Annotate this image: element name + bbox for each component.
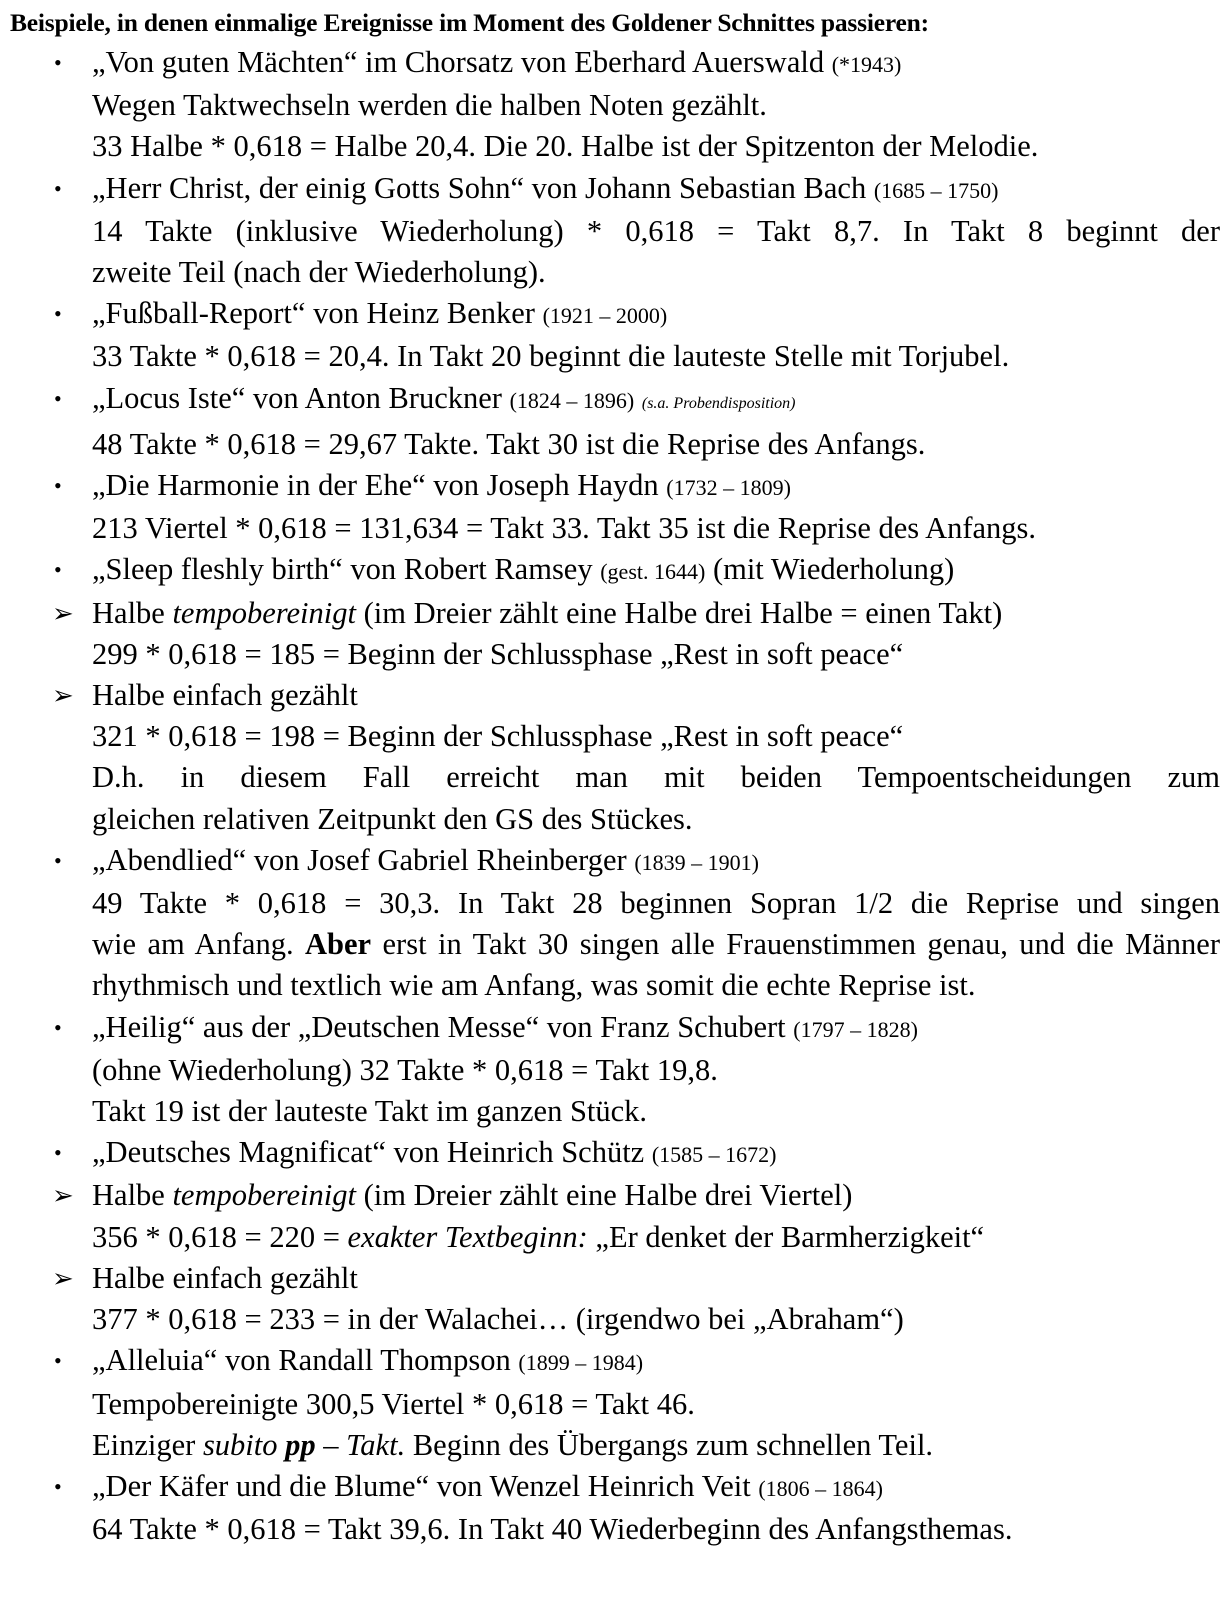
list-item	[10, 1340, 1220, 1466]
item-text: D.h. in diesem Fall erreicht man mit beiden Tempoentscheidungen zum	[92, 760, 1220, 795]
item-dates: (1921 – 2000)	[542, 303, 668, 329]
item-title: „Heilig“ aus der „Deutschen Messe“ von Franz Schubert	[92, 1009, 786, 1044]
document-heading: Beispiele, in denen einmalige Ereignisse im Moment des Goldener Schnittes passieren:	[10, 8, 929, 37]
item-title: „Von guten Mächten“ im Chorsatz von Eberhard Auerswald	[92, 45, 825, 79]
item-title-line	[92, 293, 1220, 336]
list-item	[10, 42, 1220, 168]
arrow-bullet-icon: ➢	[52, 598, 74, 628]
sub-item-label: Halbe	[92, 595, 173, 630]
item-dates: (1806 – 1864)	[758, 1475, 883, 1501]
item-title-line	[92, 378, 1220, 424]
item-dates: (1585 – 1672)	[651, 1142, 777, 1168]
item-text: 33 Takte * 0,618 = 20,4. In Takt 20 beginnt die lauteste Stelle mit Torjubel.	[92, 339, 1010, 374]
item-text: 33 Halbe * 0,618 = Halbe 20,4. Die 20. Halbe ist der Spitzenton der Melodie.	[92, 129, 1039, 164]
italic-text: – Takt.	[315, 1427, 406, 1462]
text-run: wie am Anfang.	[92, 927, 305, 962]
list-item	[10, 1466, 1220, 1550]
item-title-line	[92, 1340, 1220, 1383]
item-dates: (1899 – 1984)	[518, 1350, 644, 1376]
item-title: „Deutsches Magnificat“ von Heinrich Schütz	[92, 1135, 645, 1170]
item-title: „Herr Christ, der einig Gotts Sohn“ von Johann Sebastian Bach	[92, 170, 867, 205]
bold-text: Aber	[305, 927, 372, 962]
item-dates: (1732 – 1809)	[666, 475, 791, 501]
example-list	[10, 42, 1220, 1550]
item-rich-text	[92, 924, 1220, 1006]
list-item	[10, 378, 1220, 465]
item-title-suffix: (mit Wiederholung)	[712, 552, 955, 587]
item-note: (s.a. Probendisposition)	[641, 394, 796, 412]
item-dates: (gest. 1644)	[600, 559, 706, 585]
italic-text: exakter Textbeginn:	[347, 1219, 588, 1254]
item-text: Wegen Taktwechseln werden die halben Noten gezählt.	[92, 88, 767, 123]
item-dates: (1839 – 1901)	[634, 849, 759, 875]
item-dates: (*1943)	[831, 52, 902, 77]
sub-item-emphasis: tempobereinigt	[172, 1178, 356, 1213]
item-title: „Alleluia“ von Randall Thompson	[92, 1343, 511, 1378]
item-title: „Abendlied“ von Josef Gabriel Rheinberger	[92, 842, 627, 877]
list-item	[10, 1132, 1220, 1340]
item-title-line	[92, 549, 1220, 592]
item-text: (ohne Wiederholung) 32 Takte * 0,618 = Takt 19,8.	[92, 1052, 718, 1087]
sub-item-calc: 321 * 0,618 = 198 = Beginn der Schlussphase „Rest in soft peace“	[92, 719, 904, 754]
item-title: „Locus Iste“ von Anton Bruckner	[92, 380, 502, 415]
bullet-icon: •	[54, 1473, 62, 1499]
arrow-bullet-icon: ➢	[52, 1181, 74, 1211]
item-text: 48 Takte * 0,618 = 29,67 Takte. Takt 30 ist die Reprise des Anfangs.	[92, 426, 926, 461]
item-title-line	[92, 1466, 1220, 1509]
item-dates: (1824 – 1896)	[509, 387, 635, 413]
sub-item	[10, 675, 1220, 716]
sub-item-label: Halbe	[92, 1178, 173, 1213]
sub-item-calc	[10, 1217, 1220, 1258]
arrow-bullet-icon: ➢	[52, 681, 74, 711]
item-text: gleichen relativen Zeitpunkt den GS des Stückes.	[92, 801, 693, 836]
sub-item-emphasis: tempobereinigt	[172, 595, 356, 630]
item-title-line	[92, 840, 1220, 883]
list-item	[10, 293, 1220, 377]
italic-text: subito	[202, 1427, 286, 1462]
bullet-icon: •	[54, 50, 62, 75]
item-title-line	[92, 168, 1220, 211]
bullet-icon: •	[54, 301, 62, 327]
bullet-icon: •	[54, 1348, 62, 1374]
list-item	[10, 168, 1220, 294]
item-title: „Sleep fleshly birth“ von Robert Ramsey	[92, 552, 593, 587]
item-dates: (1685 – 1750)	[873, 177, 999, 203]
sub-item-text: (im Dreier zählt eine Halbe drei Viertel)	[355, 1178, 853, 1213]
item-title-line	[92, 465, 1220, 508]
text-run: 356 * 0,618 = 220 =	[92, 1219, 348, 1254]
sub-item-calc: 299 * 0,618 = 185 = Beginn der Schlussphase „Rest in soft peace“	[92, 636, 904, 671]
bullet-icon: •	[54, 175, 62, 201]
item-dates: (1797 – 1828)	[793, 1016, 918, 1042]
sub-item	[10, 593, 1220, 634]
sub-item-label: Halbe einfach gezählt	[92, 1260, 358, 1295]
item-title: „Der Käfer und die Blume“ von Wenzel Heinrich Veit	[92, 1468, 751, 1503]
text-run: Einziger	[92, 1427, 203, 1462]
item-text: 64 Takte * 0,618 = Takt 39,6. In Takt 40 Wiederbeginn des Anfangsthemas.	[92, 1512, 1013, 1547]
item-text: 49 Takte * 0,618 = 30,3. In Takt 28 beginnen Sopran 1/2 die Reprise und singen	[92, 886, 1220, 921]
dynamic-marking: pp	[285, 1427, 316, 1462]
sub-item	[10, 1258, 1220, 1299]
item-text: Takt 19 ist der lauteste Takt im ganzen Stück.	[92, 1094, 648, 1129]
text-run: Beginn des Übergangs zum schnellen Teil.	[405, 1427, 934, 1462]
bullet-icon: •	[54, 1140, 62, 1166]
item-text: 213 Viertel * 0,618 = 131,634 = Takt 33. Takt 35 ist die Reprise des Anfangs.	[92, 511, 1037, 546]
sub-item	[10, 1175, 1220, 1216]
bullet-icon: •	[54, 473, 62, 499]
arrow-bullet-icon: ➢	[52, 1263, 74, 1293]
sub-item-calc: 377 * 0,618 = 233 = in der Walachei… (irgendwo bei „Abraham“)	[92, 1302, 904, 1337]
item-title-line	[92, 1007, 1220, 1050]
item-title: „Fußball-Report“ von Heinz Benker	[92, 296, 535, 331]
bullet-icon: •	[54, 557, 62, 583]
bullet-icon: •	[54, 847, 62, 873]
text-run: erst in Takt 30 singen alle Frauenstimmen genau, und die Männer rhythmisch und textlich wie am Anfang, was somit die echte Reprise ist.	[92, 927, 1220, 1003]
list-item	[10, 840, 1220, 1007]
list-item	[10, 465, 1220, 549]
item-title-line	[92, 1132, 1220, 1175]
list-item	[10, 1007, 1220, 1133]
item-title-line	[92, 42, 1220, 85]
text-run: „Er denket der Barmherzigkeit“	[587, 1219, 985, 1254]
sub-item-label: Halbe einfach gezählt	[92, 678, 358, 713]
bullet-icon: •	[54, 385, 62, 411]
item-rich-text	[92, 1425, 1220, 1466]
sub-item-text: (im Dreier zählt eine Halbe drei Halbe = einen Takt)	[355, 595, 1003, 630]
item-title: „Die Harmonie in der Ehe“ von Joseph Haydn	[92, 468, 659, 503]
item-text: 14 Takte (inklusive Wiederholung) * 0,618 = Takt 8,7. In Takt 8 beginnt der	[92, 213, 1220, 248]
bullet-icon: •	[54, 1014, 62, 1040]
list-item	[10, 549, 1220, 839]
item-text: Tempobereinigte 300,5 Viertel * 0,618 = Takt 46.	[92, 1386, 695, 1421]
item-text: zweite Teil (nach der Wiederholung).	[92, 255, 546, 290]
